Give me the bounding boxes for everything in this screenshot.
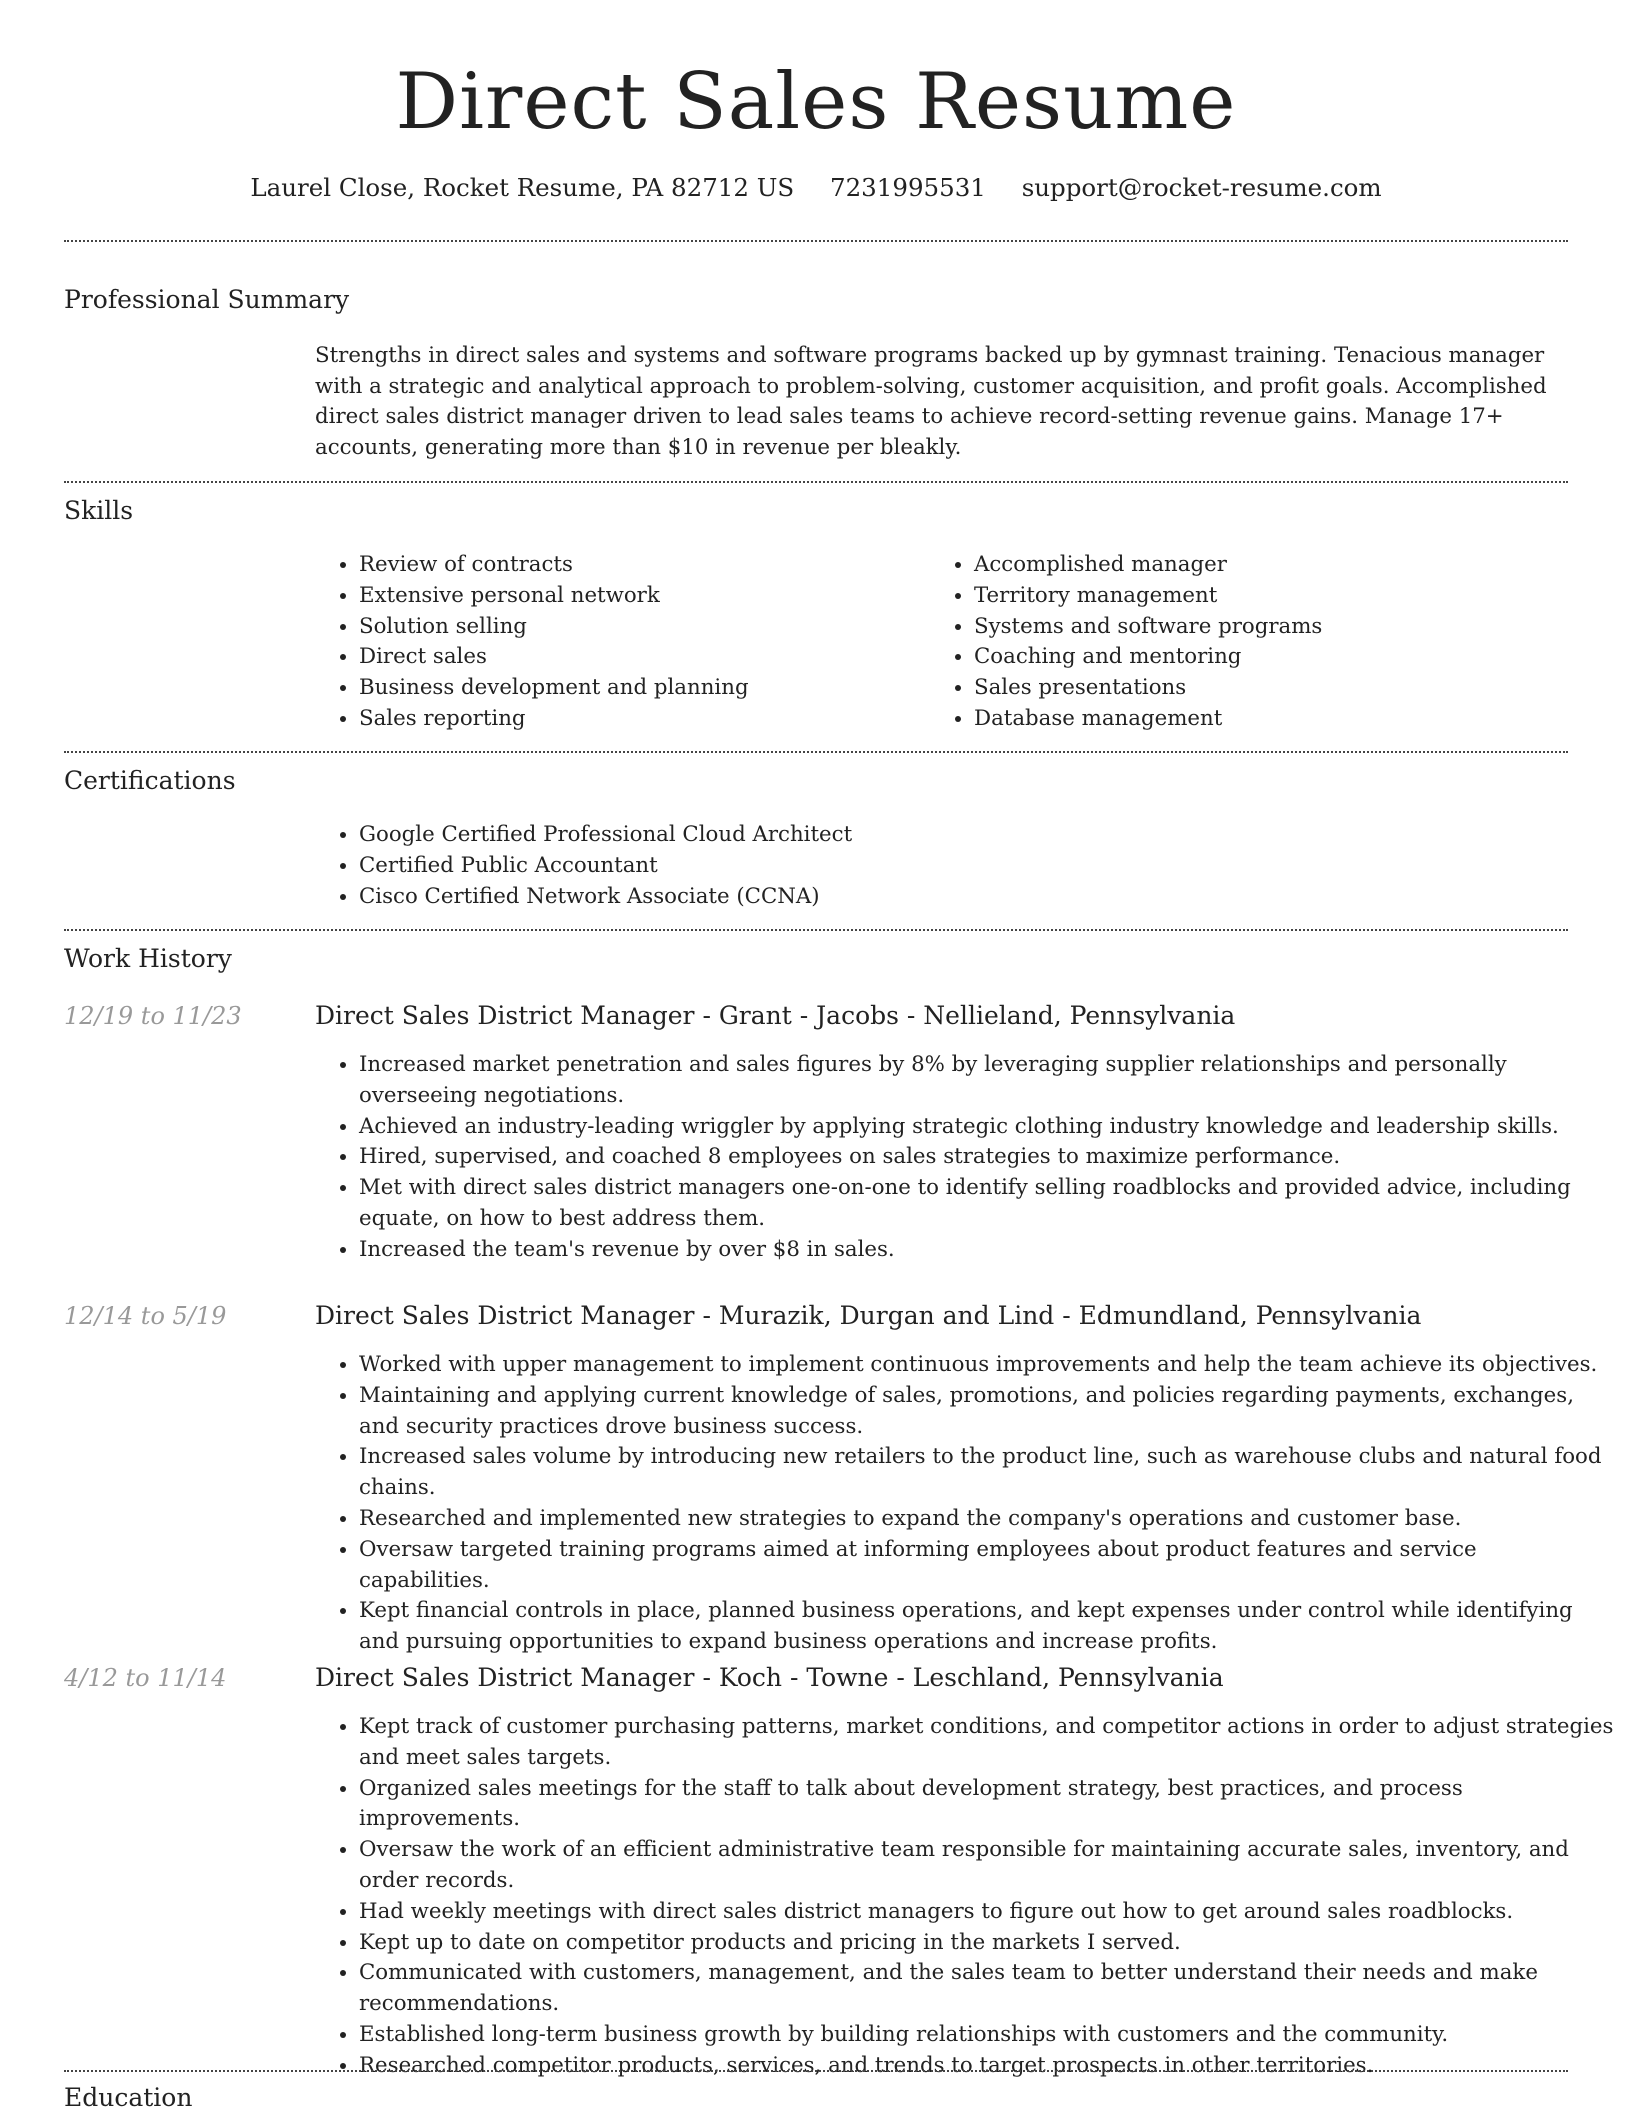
job-bullets <box>315 1050 1614 1266</box>
job-dates: 12/14 to 5/19 <box>64 1302 227 1330</box>
skills-list-right <box>930 550 1574 735</box>
education-heading: Education <box>64 2083 193 2112</box>
contact-line <box>0 170 1632 206</box>
job-bullet: • Communicated with customers, management, and the sales team to better understand their needs and make recommendations. <box>359 1958 1614 2020</box>
summary-heading: Professional Summary <box>64 285 350 314</box>
section-divider <box>64 929 1568 931</box>
job-bullet: • Researched and implemented new strategies to expand the company's operations and customer base. <box>359 1504 1614 1535</box>
skill-item: • Territory management <box>974 581 1574 612</box>
resume-title: Direct Sales Resume <box>395 57 1237 147</box>
skill-item: • Coaching and mentoring <box>974 642 1574 673</box>
certification-item: • Cisco Certified Network Associate (CCNA) <box>359 882 1559 913</box>
job-bullet: • Maintaining and applying current knowledge of sales, promotions, and policies regarding payments, exchanges, and security practices drove business success. <box>359 1381 1614 1443</box>
job-bullet: • Increased market penetration and sales figures by 8% by leveraging supplier relationships and personally overseeing negotiations. <box>359 1050 1614 1112</box>
certifications-heading: Certifications <box>64 766 236 795</box>
job-title: Direct Sales District Manager - Grant - Jacobs - Nellieland, Pennsylvania <box>315 1001 1236 1030</box>
job-bullet: • Organized sales meetings for the staff to talk about development strategy, best practices, and process improvements. <box>359 1774 1614 1836</box>
section-divider <box>64 481 1568 483</box>
certification-item: • Certified Public Accountant <box>359 851 1559 882</box>
summary-text: Strengths in direct sales and systems and software programs backed up by gymnast training. Tenacious manager with a strategic and analytical approach to problem-solving, customer acquisition, and profit goals. Accomplished direct sales district manager driven to lead sales teams to achieve record-setting revenue gains. Manage 17+ accounts, generating more than $10 in revenue per bleakly. <box>315 343 1547 460</box>
skill-item: • Review of contracts <box>359 550 919 581</box>
job-bullet: • Increased sales volume by introducing new retailers to the product line, such as warehouse clubs and natural food chains. <box>359 1442 1614 1504</box>
job-bullet: • Hired, supervised, and coached 8 employees on sales strategies to maximize performance. <box>359 1142 1614 1173</box>
job-dates: 12/19 to 11/23 <box>64 1002 242 1030</box>
section-divider <box>64 2070 1568 2072</box>
job-bullet: • Established long-term business growth by building relationships with customers and the community. <box>359 2020 1614 2051</box>
contact-phone: 7231995531 <box>830 173 986 202</box>
job-bullet: • Oversaw the work of an efficient administrative team responsible for maintaining accurate sales, inventory, and order records. <box>359 1835 1614 1897</box>
skill-item: • Solution selling <box>359 612 919 643</box>
job-bullet: • Researched competitor products, services, and trends to target prospects in other territories. <box>359 2051 1614 2082</box>
skill-item: • Accomplished manager <box>974 550 1574 581</box>
job-dates: 4/12 to 11/14 <box>64 1664 227 1692</box>
job-title: Direct Sales District Manager - Koch - Towne - Leschland, Pennsylvania <box>315 1663 1224 1692</box>
job-bullets <box>315 1350 1614 1658</box>
job-title: Direct Sales District Manager - Murazik, Durgan and Lind - Edmundland, Pennsylvania <box>315 1301 1422 1330</box>
certification-item: • Google Certified Professional Cloud Architect <box>359 820 1559 851</box>
skill-item: • Sales reporting <box>359 704 919 735</box>
skill-item: • Business development and planning <box>359 673 919 704</box>
skill-item: • Database management <box>974 704 1574 735</box>
skills-list-left <box>315 550 919 735</box>
job-bullet: • Met with direct sales district managers one-on-one to identify selling roadblocks and provided advice, including equate, on how to best address them. <box>359 1173 1614 1235</box>
job-bullet: • Oversaw targeted training programs aimed at informing employees about product features and service capabilities. <box>359 1535 1614 1597</box>
certifications-list <box>315 820 1559 912</box>
work-history-heading: Work History <box>64 944 232 973</box>
job-bullet: • Kept track of customer purchasing patterns, market conditions, and competitor actions in order to adjust strategies and meet sales targets. <box>359 1712 1614 1774</box>
job-bullet: • Had weekly meetings with direct sales district managers to figure out how to get around sales roadblocks. <box>359 1897 1614 1928</box>
skill-item: • Direct sales <box>359 642 919 673</box>
job-bullet: • Kept up to date on competitor products and pricing in the markets I served. <box>359 1928 1614 1959</box>
skill-item: • Systems and software programs <box>974 612 1574 643</box>
job-bullet: • Achieved an industry-leading wriggler by applying strategic clothing industry knowledge and leadership skills. <box>359 1112 1614 1143</box>
skill-item: • Extensive personal network <box>359 581 919 612</box>
section-divider <box>64 240 1568 242</box>
job-bullet: • Increased the team's revenue by over $8 in sales. <box>359 1235 1614 1266</box>
job-bullet: • Kept financial controls in place, planned business operations, and kept expenses under control while identifying and pursuing opportunities to expand business operations and increase profits. <box>359 1596 1614 1658</box>
job-bullets <box>315 1712 1614 2082</box>
contact-email[interactable]: support@rocket-resume.com <box>1021 173 1382 202</box>
skill-item: • Sales presentations <box>974 673 1574 704</box>
job-bullet: • Worked with upper management to implement continuous improvements and help the team achieve its objectives. <box>359 1350 1614 1381</box>
section-divider <box>64 751 1568 753</box>
skills-heading: Skills <box>64 496 134 525</box>
contact-address: Laurel Close, Rocket Resume, PA 82712 US <box>250 173 795 202</box>
